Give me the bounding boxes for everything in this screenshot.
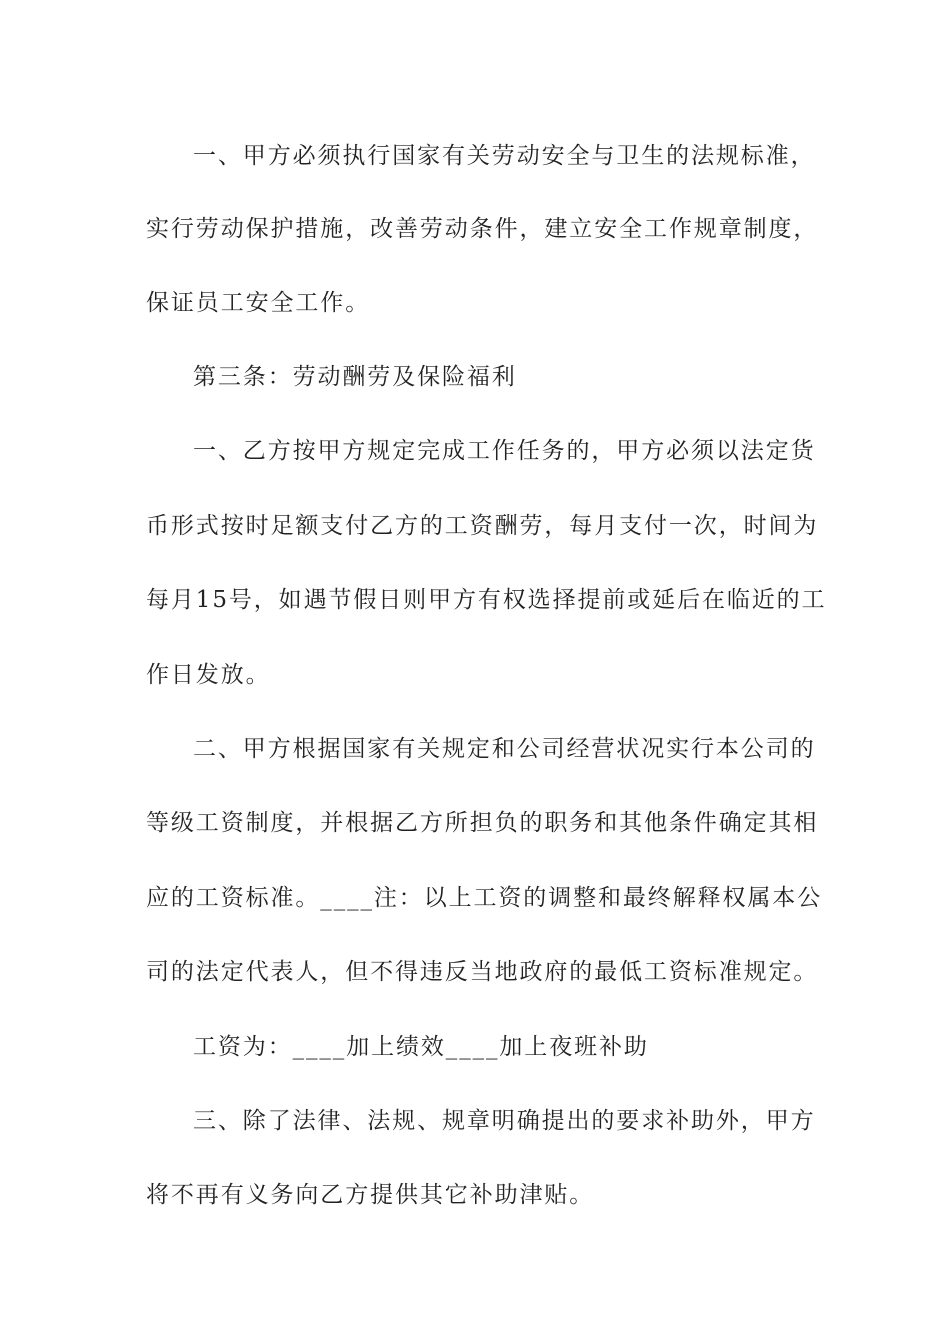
paragraph-line: 一、乙方按甲方规定完成工作任务的，甲方必须以法定货 bbox=[193, 438, 816, 464]
paragraph-line: 每月15号，如遇节假日则甲方有权选择提前或延后在临近的工 bbox=[146, 587, 827, 613]
paragraph-line: 实行劳动保护措施，改善劳动条件，建立安全工作规章制度， bbox=[146, 216, 819, 242]
section-heading: 第三条：劳动酬劳及保险福利 bbox=[193, 364, 517, 390]
paragraph-line: 作日发放。 bbox=[146, 662, 271, 688]
paragraph-line: 等级工资制度，并根据乙方所担负的职务和其他条件确定其相 bbox=[146, 810, 819, 836]
paragraph-line: 一、甲方必须执行国家有关劳动安全与卫生的法规标准， bbox=[193, 143, 816, 169]
paragraph-line: 二、甲方根据国家有关规定和公司经营状况实行本公司的 bbox=[193, 736, 816, 762]
paragraph-line: 三、除了法律、法规、规章明确提出的要求补助外，甲方 bbox=[193, 1108, 816, 1134]
paragraph-line: 将不再有义务向乙方提供其它补助津贴。 bbox=[146, 1182, 595, 1208]
paragraph-line: 保证员工安全工作。 bbox=[146, 290, 371, 316]
paragraph-line: 币形式按时足额支付乙方的工资酬劳，每月支付一次，时间为 bbox=[146, 513, 819, 539]
salary-line: 工资为：____加上绩效____加上夜班补助 bbox=[193, 1034, 649, 1060]
paragraph-line: 应的工资标准。____注：以上工资的调整和最终解释权属本公 bbox=[146, 885, 823, 911]
paragraph-line: 司的法定代表人，但不得违反当地政府的最低工资标准规定。 bbox=[146, 959, 819, 985]
